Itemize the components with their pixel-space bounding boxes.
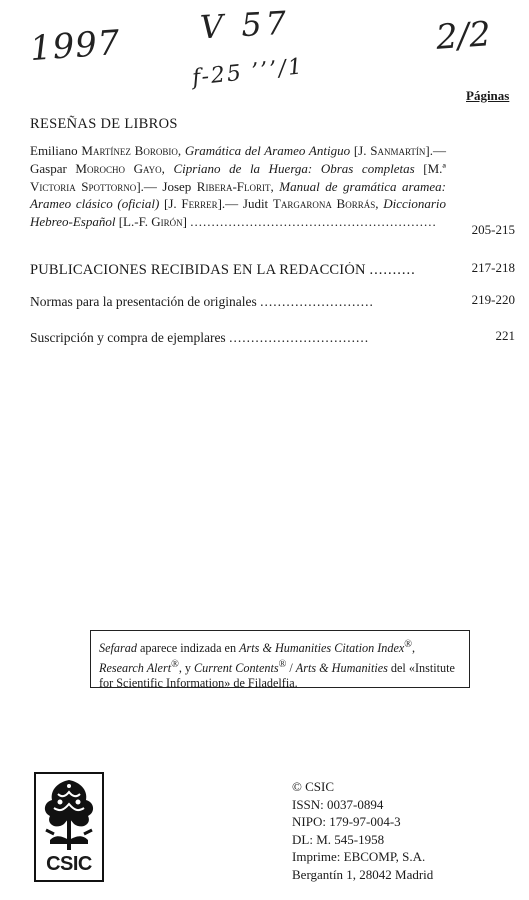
csic-tree-emblem-icon [36, 774, 102, 854]
paginas-header: Páginas [466, 88, 510, 103]
handwritten-year: 1997 [28, 22, 122, 70]
colophon-address: Bergantín 1, 28042 Madrid [292, 866, 434, 882]
notice-text-3: , y [178, 660, 195, 675]
resenas-pages: 205-215 [471, 222, 515, 237]
handwritten-shelf-code: V 57 [199, 3, 291, 47]
colophon-imprime: Imprime: EBCOMP, S.A. [292, 849, 426, 864]
colophon-copyright: © CSIC [292, 779, 335, 794]
publicaciones-pages: 217-218 [471, 260, 515, 275]
publicaciones-label: PUBLICACIONES RECIBIDAS EN LA REDACCIÓN [30, 262, 366, 278]
normas-pages: 219-220 [471, 292, 515, 307]
notice-arts-humanities: Arts & Humanities [295, 660, 388, 675]
notice-text-5: del «Institute for Scientific Information» de Filadelfia. [99, 660, 455, 691]
notice-current-contents: Current Contents [194, 660, 279, 675]
colophon [292, 778, 433, 883]
handwritten-signature-mark: f-25 ’’’/1 [191, 54, 306, 91]
toc-normas[interactable]: Normas para la presentación de originales .......................... [30, 294, 374, 309]
colophon-issn: ISSN: 0037-0894 [292, 796, 384, 812]
colophon-dl: DL: M. 545-1958 [292, 831, 385, 847]
suscripcion-pages: 221 [495, 328, 515, 343]
normas-label: Normas para la presentación de originales [30, 294, 257, 309]
notice-text-2: , [412, 641, 416, 656]
toc-publicaciones[interactable]: PUBLICACIONES RECIBIDAS EN LA REDACCIÓN .......... [30, 262, 416, 278]
notice-research-alert: Research Alert [99, 660, 172, 675]
indexing-notice: Sefarad aparece indizada en Arts & Humanities Citation Index®, Research Alert®, y Current Contents® / Arts & Humanities del «Institute for Scientific Information» de Filadelfia. [90, 630, 470, 688]
notice-sefarad: Sefarad [99, 641, 137, 656]
colophon-nipo: NIPO: 179-97-004-3 [292, 814, 401, 829]
notice-text-4: / [286, 660, 296, 675]
toc-suscripcion[interactable]: Suscripción y compra de ejemplares ................................ [30, 330, 370, 345]
csic-logo [34, 772, 104, 882]
notice-ahci: Arts & Humanities Citation Index [239, 641, 405, 656]
suscripcion-label: Suscripción y compra de ejemplares [30, 330, 226, 345]
csic-logo-text: CSIC [46, 853, 92, 875]
notice-text-1: aparece indizada en [136, 641, 240, 656]
resenas-heading: RESEÑAS DE LIBROS [30, 116, 178, 132]
handwritten-fraction: 2/2 [434, 14, 493, 58]
resenas-entries: Emiliano Martínez Borobio, Gramática del Arameo Antiguo [J. Sanmartín].— Gaspar Morocho Gayo, Cipriano de la Huerga: Obras completas [M.ª Victoria Spottorno].— Josep Ribera-Florit, Manual de gramática aramea: Arameo clásico (oficial) [J. Ferrer].— Judit Targarona Borrás, Diccionario Hebreo-Español [L.-F. Girón] .......................................................... [30, 143, 447, 230]
